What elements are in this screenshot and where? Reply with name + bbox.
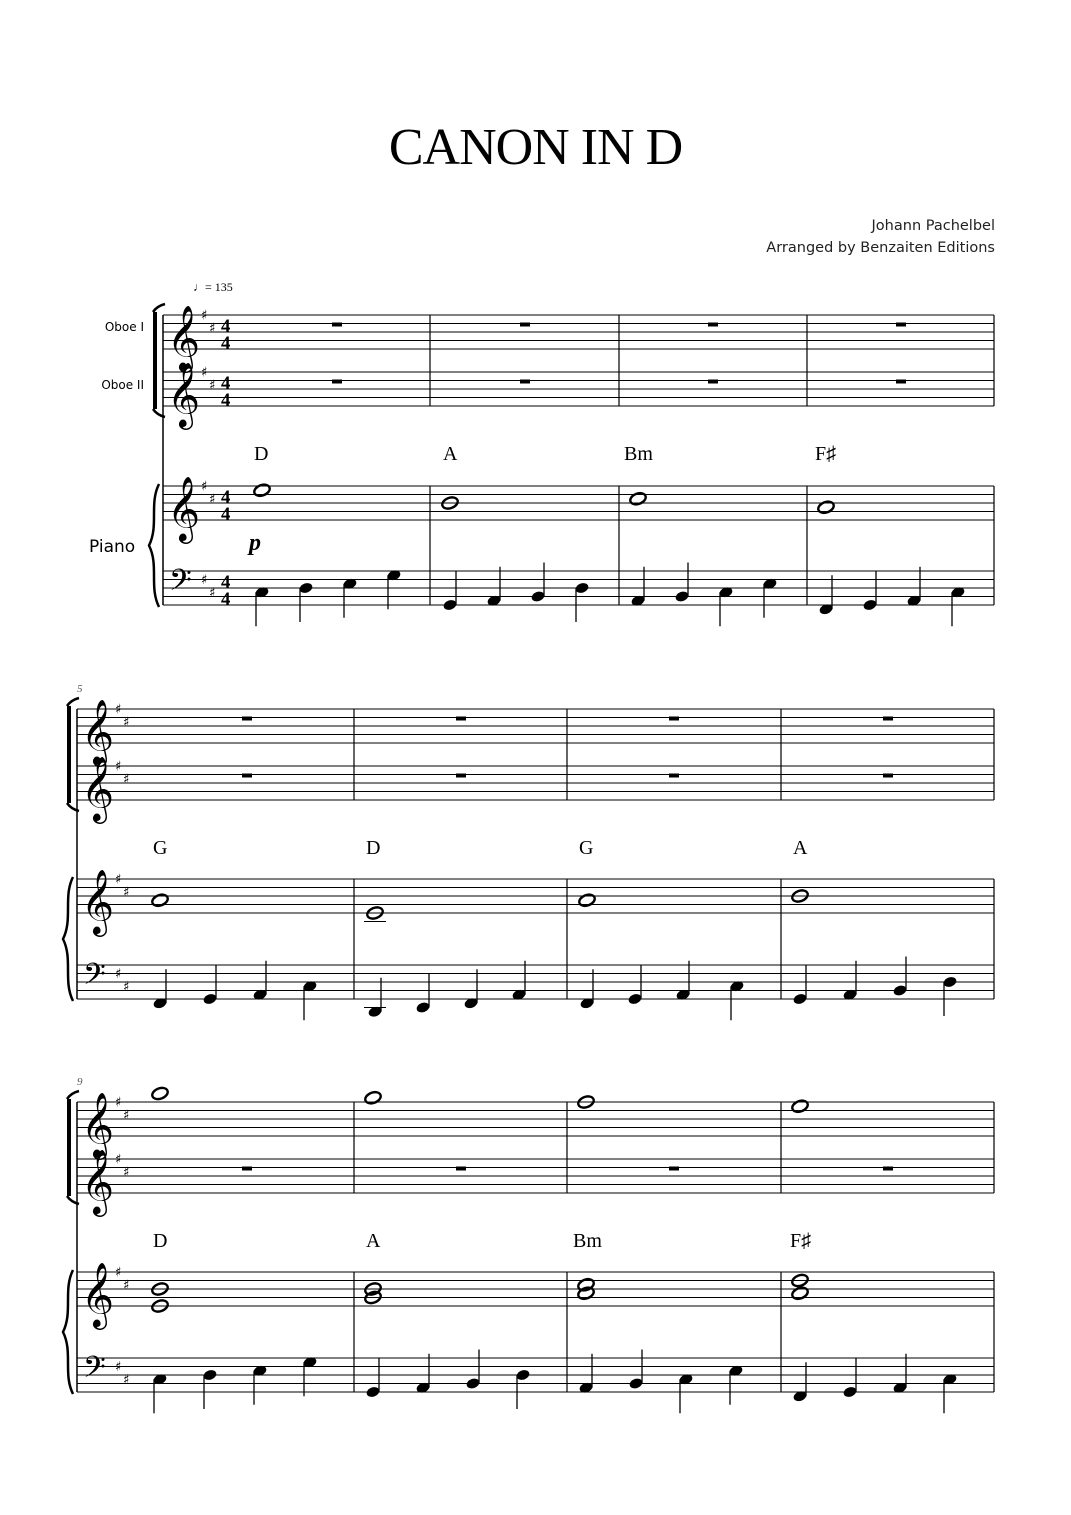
sharp-icon: ♯ bbox=[201, 478, 208, 495]
whole-rest bbox=[332, 380, 342, 384]
sharp-icon: ♯ bbox=[123, 771, 130, 788]
staff-bracket bbox=[67, 698, 79, 706]
piano-brace bbox=[63, 1270, 73, 1394]
sharp-icon: ♯ bbox=[123, 1277, 130, 1294]
piano-brace bbox=[149, 484, 159, 607]
sharp-icon: ♯ bbox=[209, 491, 216, 508]
whole-note bbox=[578, 893, 597, 908]
whole-note bbox=[817, 500, 836, 515]
sharp-icon: ♯ bbox=[115, 871, 122, 888]
composer: Johann Pachelbel bbox=[871, 218, 995, 234]
sharp-icon: ♯ bbox=[209, 320, 216, 337]
whole-rest bbox=[332, 323, 342, 327]
staff-bracket bbox=[67, 1099, 71, 1196]
time-signature: 4 bbox=[221, 373, 231, 394]
time-signature: 4 bbox=[221, 589, 231, 610]
score-title: CANON IN D bbox=[388, 119, 683, 176]
sharp-icon: ♯ bbox=[115, 1094, 122, 1111]
whole-note bbox=[791, 1286, 810, 1301]
whole-note bbox=[151, 893, 170, 908]
treble-clef-icon: 𝄞 bbox=[81, 756, 115, 822]
whole-rest bbox=[242, 1167, 252, 1171]
quarter-note-icon: ♩ bbox=[193, 280, 205, 294]
dynamic-marking: p bbox=[249, 530, 261, 556]
staff-bracket bbox=[67, 1091, 79, 1099]
chord-symbol: G bbox=[579, 837, 594, 859]
whole-rest bbox=[669, 717, 679, 721]
sharp-icon: ♯ bbox=[201, 307, 208, 324]
whole-rest bbox=[708, 380, 718, 384]
sharp-icon: ♯ bbox=[209, 584, 216, 601]
chord-symbol: G bbox=[153, 837, 168, 859]
whole-rest bbox=[708, 323, 718, 327]
whole-rest bbox=[456, 1167, 466, 1171]
chord-symbol: Bm bbox=[624, 443, 653, 465]
whole-rest bbox=[456, 717, 466, 721]
time-signature: 4 bbox=[221, 572, 231, 593]
whole-rest bbox=[883, 1167, 893, 1171]
whole-rest bbox=[520, 380, 530, 384]
whole-note bbox=[629, 491, 648, 506]
piano-brace bbox=[63, 877, 73, 1001]
bass-clef-icon: 𝄢 bbox=[83, 957, 106, 999]
sharp-icon: ♯ bbox=[115, 701, 122, 718]
chord-symbol: Bm bbox=[573, 1230, 602, 1252]
sharp-icon: ♯ bbox=[123, 1371, 130, 1388]
chord-symbol: A bbox=[793, 837, 808, 859]
whole-rest bbox=[520, 323, 530, 327]
whole-rest bbox=[242, 774, 252, 778]
whole-rest bbox=[669, 774, 679, 778]
whole-rest bbox=[669, 1167, 679, 1171]
arranger: Arranged by Benzaiten Editions bbox=[766, 240, 995, 256]
time-signature: 4 bbox=[221, 333, 231, 354]
whole-note bbox=[364, 1090, 383, 1105]
instrument-label-oboe2: Oboe II bbox=[101, 378, 144, 392]
whole-note bbox=[791, 1099, 810, 1114]
chord-symbol: D bbox=[153, 1230, 168, 1252]
time-signature: 4 bbox=[221, 504, 231, 525]
sharp-icon: ♯ bbox=[115, 1264, 122, 1281]
sharp-icon: ♯ bbox=[115, 1151, 122, 1168]
bass-clef-icon: 𝄢 bbox=[169, 563, 192, 605]
chord-symbol: F♯ bbox=[790, 1230, 812, 1252]
whole-note bbox=[253, 483, 272, 498]
treble-clef-icon: 𝄞 bbox=[81, 1092, 115, 1158]
sharp-icon: ♯ bbox=[201, 572, 208, 589]
whole-rest bbox=[242, 717, 252, 721]
chord-symbol: A bbox=[366, 1230, 381, 1252]
whole-note bbox=[151, 1086, 170, 1101]
time-signature: 4 bbox=[221, 390, 231, 411]
chord-symbol: A bbox=[443, 443, 458, 465]
tempo-value: = 135 bbox=[205, 280, 233, 294]
sharp-icon: ♯ bbox=[123, 1164, 130, 1181]
bar-number: 5 bbox=[77, 683, 83, 695]
sharp-icon: ♯ bbox=[123, 978, 130, 995]
sharp-icon: ♯ bbox=[123, 1107, 130, 1124]
treble-clef-icon: 𝄞 bbox=[81, 1262, 115, 1328]
instrument-label-piano: Piano bbox=[89, 537, 136, 557]
staff-bracket bbox=[67, 706, 71, 803]
sharp-icon: ♯ bbox=[209, 377, 216, 394]
instrument-label-oboe1: Oboe I bbox=[104, 320, 144, 334]
whole-rest bbox=[896, 380, 906, 384]
time-signature: 4 bbox=[221, 316, 231, 337]
whole-rest bbox=[883, 717, 893, 721]
bass-clef-icon: 𝄢 bbox=[83, 1350, 106, 1392]
staff-bracket bbox=[153, 304, 165, 312]
chord-symbol: D bbox=[254, 443, 269, 465]
treble-clef-icon: 𝄞 bbox=[167, 305, 201, 371]
sharp-icon: ♯ bbox=[123, 884, 130, 901]
sharp-icon: ♯ bbox=[115, 1359, 122, 1376]
whole-rest bbox=[883, 774, 893, 778]
treble-clef-icon: 𝄞 bbox=[81, 869, 115, 935]
chord-symbol: D bbox=[366, 837, 381, 859]
staff-bracket bbox=[153, 312, 157, 409]
whole-rest bbox=[456, 774, 466, 778]
treble-clef-icon: 𝄞 bbox=[81, 1149, 115, 1215]
treble-clef-icon: 𝄞 bbox=[167, 476, 201, 542]
sharp-icon: ♯ bbox=[115, 758, 122, 775]
chord-symbol: F♯ bbox=[815, 443, 837, 465]
treble-clef-icon: 𝄞 bbox=[81, 699, 115, 765]
sharp-icon: ♯ bbox=[123, 714, 130, 731]
bar-number: 9 bbox=[77, 1076, 83, 1088]
sharp-icon: ♯ bbox=[201, 364, 208, 381]
whole-rest bbox=[896, 323, 906, 327]
time-signature: 4 bbox=[221, 487, 231, 508]
sharp-icon: ♯ bbox=[115, 966, 122, 983]
treble-clef-icon: 𝄞 bbox=[167, 362, 201, 428]
